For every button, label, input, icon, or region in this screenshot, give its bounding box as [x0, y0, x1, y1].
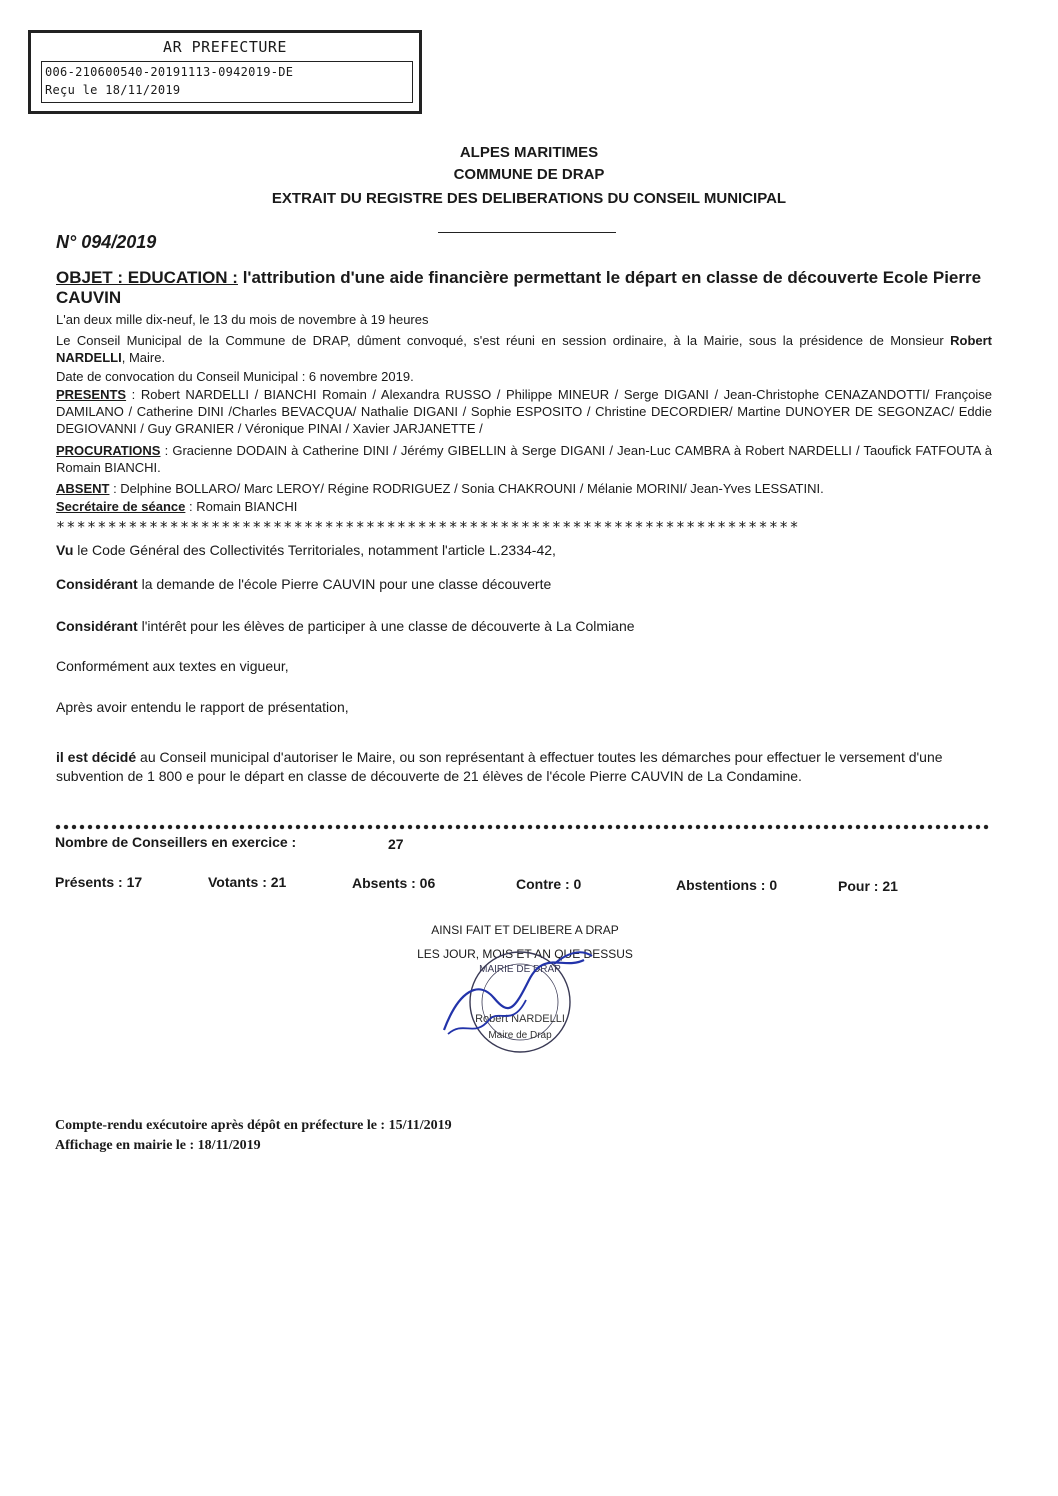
absent-text: : Delphine BOLLARO/ Marc LEROY/ Régine RODRIGUEZ / Sonia CHAKROUNI / Mélanie MORINI/ Jean-Yves LESSATINI.: [109, 481, 824, 496]
secretaire-text: : Romain BIANCHI: [185, 499, 298, 514]
count-pour: Pour : 21: [838, 878, 898, 894]
secretaire-label: Secrétaire de séance: [56, 499, 186, 514]
header-register-title: EXTRAIT DU REGISTRE DES DELIBERATIONS DU CONSEIL MUNICIPAL: [271, 190, 787, 207]
signature-line-1: AINSI FAIT ET DELIBERE A DRAP: [431, 923, 619, 937]
presents-label: PRESENTS: [56, 387, 127, 402]
intro-convocation: Date de convocation du Conseil Municipal : 6 novembre 2019.: [56, 369, 414, 384]
secretaire-paragraph: [56, 498, 992, 515]
intro-mayor-title: , Maire.: [121, 350, 166, 365]
conseillers-exercice-label: Nombre de Conseillers en exercice :: [55, 834, 297, 850]
count-votants: Votants : 21: [208, 874, 287, 890]
procurations-text: : Gracienne DODAIN à Catherine DINI / Jérémy GIBELLIN à Serge DIGANI / Jean-Luc CAMBRA à Robert NARDELLI / Taoufick FATFOUTA à Romain BIANCHI.: [56, 443, 992, 475]
conformement-line: Conformément aux textes en vigueur,: [56, 658, 289, 674]
vu-text: le Code Général des Collectivités Territoriales, notamment l'article L.2334-42,: [73, 542, 556, 558]
intro-session-text: Le Conseil Municipal de la Commune de DRAP, dûment convoqué, s'est réuni en session ordinaire, à la Mairie, sous la présidence de Monsieur: [56, 333, 951, 348]
stamp-title: AR PREFECTURE: [163, 38, 287, 56]
signature-line-2: LES JOUR, MOIS ET AN QUE DESSUS: [417, 947, 633, 961]
mayor-seal-and-signature: [434, 950, 594, 1060]
intro-session: [56, 332, 992, 366]
objet-label: OBJET : EDUCATION :: [56, 268, 238, 287]
considerant-1-label: Considérant: [56, 576, 138, 592]
presents-text: : Robert NARDELLI / BIANCHI Romain / Alexandra RUSSO / Philippe MINEUR / Serge DIGANI / Jean-Christophe CENAZANDOTTI/ Françoise DAMILANO / Catherine DINI /Charles BEVACQUA/ Nathalie DIGANI / Sophie ESPOSITO / Christine DECORDIER/ Martine DUNOYER DE SEGONZAC/ Eddie DEGIOVANNI / Guy GRANIER / Véronique PINAI / Xavier JARJANETTE /: [56, 387, 992, 436]
stamp-inner-box: [41, 61, 413, 103]
objet-text: l'attribution d'une aide financière permettant le départ en classe de découverte Ecole Pierre CAUVIN: [56, 268, 982, 307]
considerant-2-paragraph: [56, 617, 992, 636]
footer-affichage: Affichage en mairie le : 18/11/2019: [55, 1138, 261, 1153]
intro-date: L'an deux mille dix-neuf, le 13 du mois de novembre à 19 heures: [56, 312, 429, 327]
vu-paragraph: [56, 541, 992, 560]
objet-heading: [56, 268, 996, 308]
intro-mayor-name: Robert NARDELLI: [56, 333, 992, 365]
header-department: ALPES MARITIMES: [459, 144, 599, 161]
svg-text:Robert NARDELLI: Robert NARDELLI: [475, 1013, 565, 1025]
presents-paragraph: [56, 386, 992, 437]
decision-paragraph: [56, 748, 992, 786]
count-contre: Contre : 0: [516, 876, 582, 892]
stamp-id-line: 006-210600540-20191113-0942019-DE: [45, 65, 294, 79]
apres-line: Après avoir entendu le rapport de présentation,: [56, 699, 349, 715]
header-commune: COMMUNE DE DRAP: [453, 166, 605, 183]
count-abstentions: Abstentions : 0: [676, 877, 778, 893]
count-presents: Présents : 17: [55, 874, 143, 890]
dotted-separator: [54, 824, 990, 830]
count-absents: Absents : 06: [352, 875, 436, 891]
considerant-1-text: la demande de l'école Pierre CAUVIN pour une classe découverte: [137, 576, 552, 592]
asterisk-separator: ************************************************************************: [56, 518, 800, 536]
procurations-paragraph: [56, 442, 992, 476]
vu-label: Vu: [56, 542, 74, 558]
prefecture-stamp: [28, 30, 422, 114]
considerant-1-paragraph: [56, 575, 992, 594]
stamp-received-line: Reçu le 18/11/2019: [45, 83, 181, 97]
header-rule: [438, 232, 616, 233]
conseillers-exercice-value: 27: [388, 836, 404, 852]
svg-text:Maire de Drap: Maire de Drap: [488, 1030, 552, 1041]
considerant-2-text: l'intérêt pour les élèves de participer à une classe de découverte à La Colmiane: [137, 618, 635, 634]
decision-label: il est décidé: [56, 749, 137, 765]
considerant-2-label: Considérant: [56, 618, 138, 634]
decision-text: au Conseil municipal d'autoriser le Maire, ou son représentant à effectuer toutes les démarches pour effectuer le versement d'une subvention de 1 800 e pour le départ en classe de découverte de 21 élèves de l'école Pierre CAUVIN de La Condamine.: [56, 749, 943, 784]
absent-paragraph: [56, 480, 992, 497]
deliberation-number: N° 094/2019: [56, 232, 157, 252]
footer-executoire: Compte-rendu exécutoire après dépôt en préfecture le : 15/11/2019: [55, 1118, 452, 1133]
procurations-label: PROCURATIONS: [56, 443, 161, 458]
svg-text:MAIRIE DE DRAP: MAIRIE DE DRAP: [479, 964, 561, 975]
absent-label: ABSENT: [56, 481, 110, 496]
